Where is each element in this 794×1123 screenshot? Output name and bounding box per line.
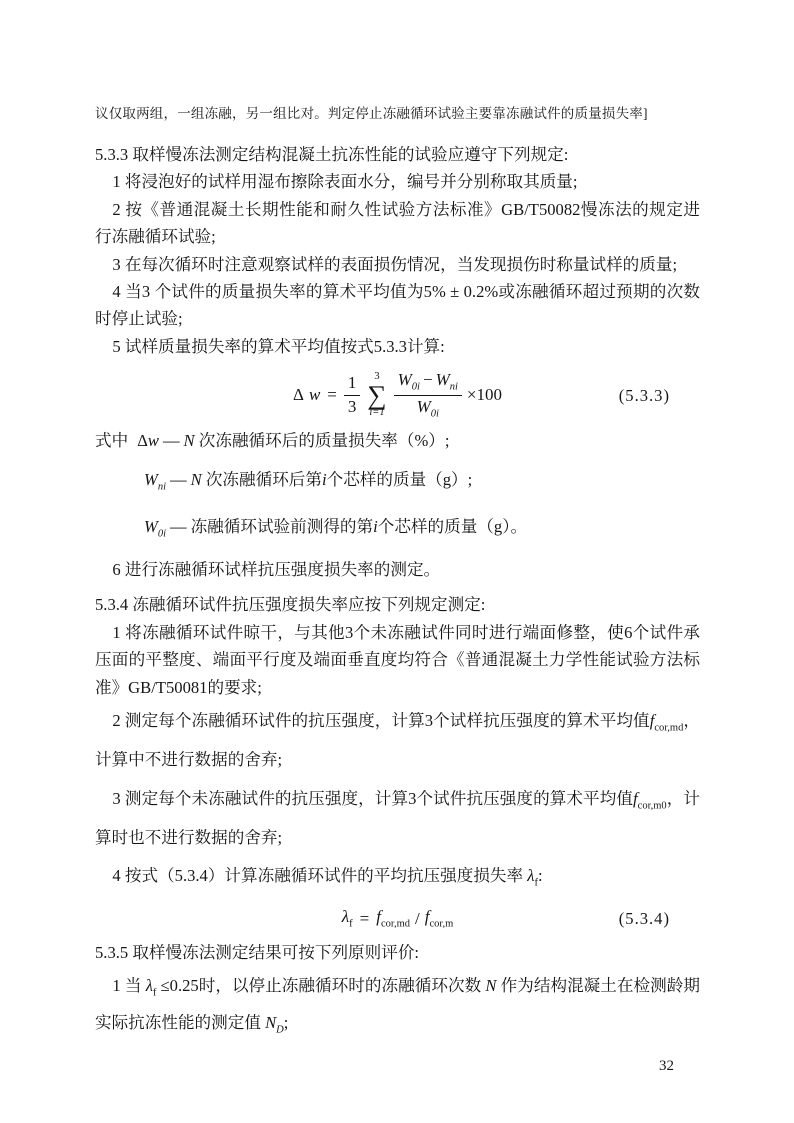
nd-symbol: N xyxy=(265,1012,277,1032)
clause-533-heading: 5.3.3 取样慢冻法测定结构混凝土抗冻性能的试验应遵守下列规定: xyxy=(95,145,569,164)
wni-symbol: W xyxy=(144,470,158,490)
legend-text: 个芯样的质量（g）; xyxy=(326,470,473,490)
legend-wni-line xyxy=(144,466,700,501)
lambda-subscript: f xyxy=(349,918,353,930)
clause-534-item3 xyxy=(95,783,700,853)
wni-symbol: W xyxy=(435,370,450,390)
clause-533-item5: 5 试样质量损失率的算术平均值按式5.3.3计算: xyxy=(112,336,445,356)
fcormd-subscript: cor,md xyxy=(654,722,684,734)
w0i-subscript: 0i xyxy=(411,381,420,393)
item-text: 1 当 xyxy=(112,975,142,995)
legend-intro-line xyxy=(95,427,700,454)
ratio-numerator xyxy=(394,371,462,396)
lambda-term xyxy=(342,908,353,930)
lambda-subscript: f xyxy=(534,876,538,888)
summation-symbol xyxy=(367,372,386,419)
n-symbol: N xyxy=(485,975,497,995)
delta-symbol: Δ xyxy=(137,431,148,451)
fcorm-term xyxy=(425,908,454,930)
clause-533-item2: 2 按《普通混凝土长期性能和耐久性试验方法标准》GB/T50082慢冻法的规定进行冻融循环试验; xyxy=(95,199,700,247)
clause-534-heading: 5.3.4 冻融循环试件抗压强度损失率应按下列规定测定: xyxy=(95,595,486,615)
w0i-den-subscript: 0i xyxy=(430,408,439,420)
clause-534-item4 xyxy=(95,862,700,897)
lambda-symbol: λ xyxy=(145,975,153,995)
times-100: ×100 xyxy=(466,385,502,405)
legend-dash: — xyxy=(170,517,187,537)
clause-535-heading: 5.3.5 取样慢冻法测定结果可按下列原则评价: xyxy=(95,943,420,963)
w0i-den-symbol: W xyxy=(416,397,431,417)
w0i-subscript: 0i xyxy=(157,528,166,540)
i-symbol: i xyxy=(321,470,327,490)
clause-534-item2 xyxy=(95,705,700,775)
formula-534-row xyxy=(95,908,700,930)
item-text: : xyxy=(537,865,543,885)
fcorm0-symbol: f xyxy=(633,789,638,809)
fcorm0-subscript: cor,m0 xyxy=(637,800,667,812)
delta-symbol: Δ xyxy=(293,385,304,405)
w-symbol: w xyxy=(308,385,321,405)
item-text: ，计算时也不进行数据的舍弃; xyxy=(95,789,701,848)
clause-533-item4: 4 当3 个试件的质量损失率的算术平均值为5% ± 0.2%或冻融循环超过预期的次数时停止试验; xyxy=(95,282,700,329)
item-text: 作为结构混凝土在检测龄期实际抗冻性能的测定值 xyxy=(95,975,700,1032)
legend-text: 个芯样的质量（g）。 xyxy=(377,517,528,537)
formula-533-row xyxy=(95,371,700,420)
lambda-symbol: λ xyxy=(527,865,535,885)
clause-533-item3: 3 在每次循环时注意观察试样的表面损伤情况，当发现损伤时称量试样的质量; xyxy=(112,254,678,274)
i-symbol: i xyxy=(373,517,378,537)
fcormd-subscript: cor,md xyxy=(380,918,410,930)
formula-533-tag: (5.3.3) xyxy=(618,385,670,405)
minus-sign: − xyxy=(422,370,433,390)
legend-w0i-line xyxy=(144,513,700,548)
w0i-symbol: W xyxy=(144,517,158,537)
wni-subscript: ni xyxy=(157,481,166,493)
legend-label: 式中 xyxy=(95,431,129,451)
nd-subscript: D xyxy=(276,1024,284,1036)
page-number: 32 xyxy=(659,1058,674,1074)
sum-lower-limit: i=1 xyxy=(369,407,385,419)
clause-533-item6: 6 进行冻融循环试样抗压强度损失率的测定。 xyxy=(112,559,441,579)
ratio-denominator xyxy=(417,396,439,420)
formula-534-tag: (5.3.4) xyxy=(618,909,670,929)
item-text: ; xyxy=(283,1012,289,1032)
fraction-denominator: 3 xyxy=(347,397,357,417)
clause-534-item1: 1 将冻融循环试件晾干，与其他3个未冻融试件同时进行端面修整，使6个试件承压面的平整度、端面平行度及端面垂直度均符合《普通混凝土力学性能试验方法标准》GB/T50081的要求; xyxy=(95,622,700,697)
legend-dash: — xyxy=(162,431,180,451)
continuation-note: 议仅取两组，一组冻融，另一组比对。判定停止冻融循环试验主要靠冻融试件的质量损失率] xyxy=(95,106,648,121)
legend-text: 次冻融循环后的质量损失率（%）; xyxy=(198,431,450,451)
sigma-glyph: ∑ xyxy=(367,379,387,410)
fcorm-symbol: f xyxy=(424,907,430,927)
wni-subscript: ni xyxy=(449,381,458,393)
lambda-symbol: λ xyxy=(341,907,350,927)
fcormd-symbol: f xyxy=(649,710,655,730)
lambda-subscript: f xyxy=(152,986,157,998)
n-symbol: N xyxy=(183,431,195,451)
item-text: 2 测定每个冻融循环试件的抗压强度，计算3个试样抗压强度的算术平均值 xyxy=(112,710,650,730)
w0i-symbol: W xyxy=(397,370,412,390)
n-symbol: N xyxy=(190,470,202,490)
item-text: ，计算中不进行数据的舍弃; xyxy=(95,710,701,769)
fcorm-subscript: cor,m xyxy=(429,918,454,930)
fraction-numerator: 1 xyxy=(344,374,361,396)
equals-sign: = xyxy=(327,385,337,405)
item-text: ≤0.25时，以停止冻融循环时的冻融循环次数 xyxy=(160,975,482,995)
legend-dash: — xyxy=(170,470,187,490)
fcormd-term xyxy=(376,908,410,930)
clause-535-item1 xyxy=(95,971,700,1046)
formula-533 xyxy=(293,371,502,420)
divide-sign: / xyxy=(414,908,420,928)
legend-text: 次冻融循环后第 xyxy=(205,470,322,490)
equals-sign: = xyxy=(359,908,370,928)
legend-text: 冻融循环试验前测得的第 xyxy=(190,517,374,537)
coefficient-fraction xyxy=(344,374,361,416)
mass-ratio-fraction xyxy=(394,371,462,420)
clause-533-item1: 1 将浸泡好的试样用湿布擦除表面水分，编号并分别称取其质量; xyxy=(112,172,578,192)
w-symbol: w xyxy=(147,431,159,451)
item-text: 3 测定每个未冻融试件的抗压强度，计算3个试件抗压强度的算术平均值 xyxy=(112,789,634,809)
fcormd-symbol: f xyxy=(376,907,381,927)
sum-upper-limit: 3 xyxy=(374,371,380,383)
formula-534 xyxy=(342,908,453,930)
item-text: 4 按式（5.3.4）计算冻融循环试件的平均抗压强度损失率 xyxy=(112,865,524,885)
